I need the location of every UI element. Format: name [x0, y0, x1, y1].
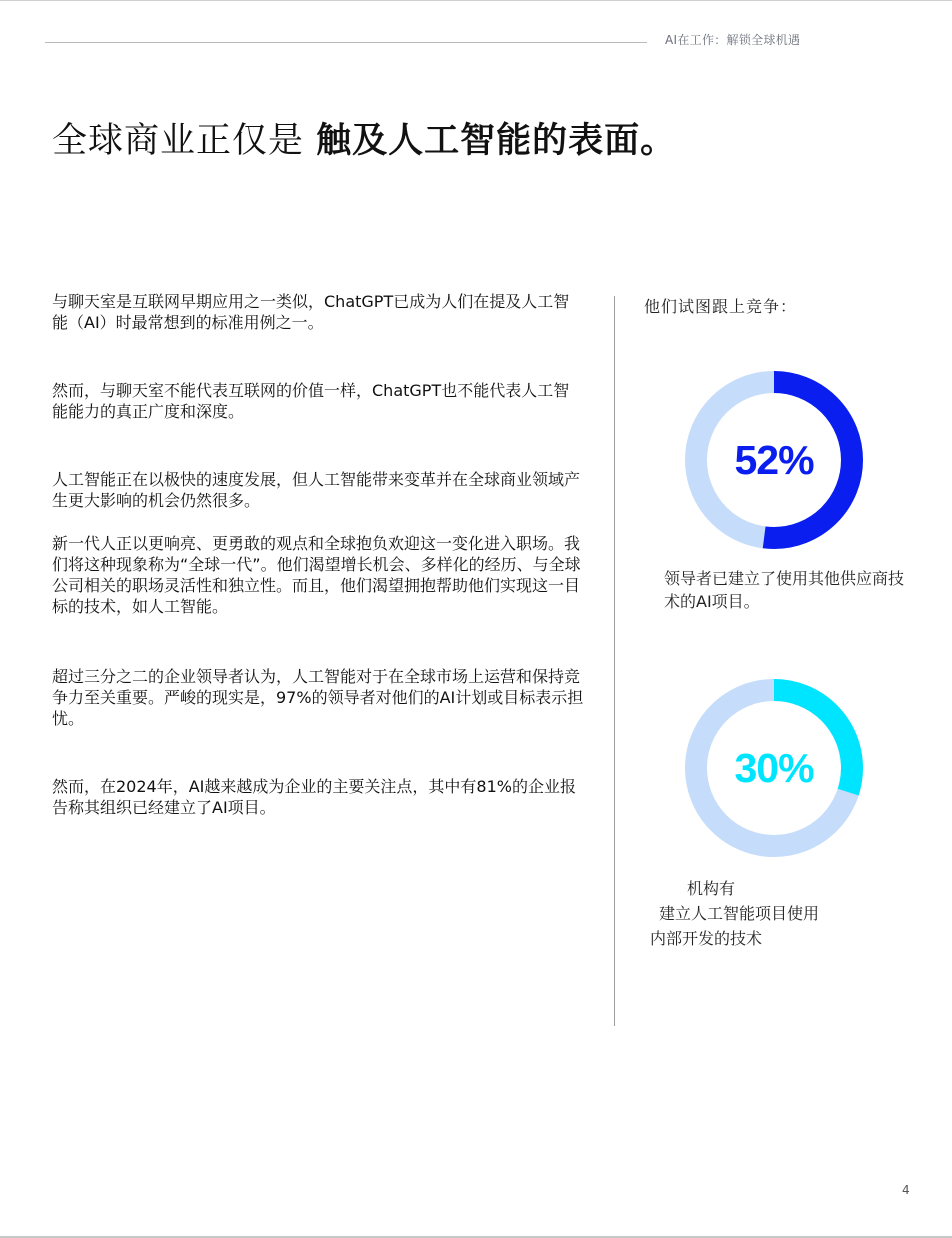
stat-caption: [650, 876, 890, 951]
paragraph-6: 然而，在2024年，AI越来越成为企业的主要关注点，其中有81%的企业报告称其组织已经建立了AI项目。: [52, 777, 576, 817]
paragraph-3: 人工智能正在以极快的速度发展，但人工智能带来变革并在全球商业领域产生更大影响的机会仍然很多。: [52, 470, 581, 510]
stat-value-label: 30%: [734, 744, 814, 791]
paragraph-2: 然而，与聊天室不能代表互联网的价值一样，ChatGPT也不能代表人工智能能力的真正广度和深度。: [52, 381, 570, 421]
donut-chart-30: [684, 678, 864, 858]
page-number: 4: [902, 1183, 910, 1197]
sidebar-heading: 他们试图跟上竞争：: [644, 297, 798, 316]
caption-line: 内部开发的技术: [650, 929, 763, 948]
donut-chart-52: [684, 370, 864, 550]
column-divider: [614, 296, 615, 1026]
running-header: AI在工作：解锁全球机遇: [665, 33, 801, 47]
stat-caption: 领导者已建立了使用其他供应商技术的AI项目。: [664, 569, 905, 611]
body-column: [52, 291, 584, 818]
paragraph-4: 新一代人正以更响亮、更勇敢的观点和全球抱负欢迎这一变化进入职场。我们将这种现象称为“全球一代”。他们渴望增长机会、多样化的经历、与全球公司相关的职场灵活性和独立性。而且，他们渴望拥抱帮助他们实现这一目标的技术，如人工智能。: [52, 534, 581, 616]
paragraph-5: 超过三分之二的企业领导者认为，人工智能对于在全球市场上运营和保持竞争力至关重要。严峻的现实是，97%的领导者对他们的AI计划或目标表示担忧。: [52, 667, 584, 728]
title-bold: 触及人工智能的表面。: [316, 121, 677, 161]
top-border: [0, 0, 952, 1]
paragraph-1: 与聊天室是互联网早期应用之一类似，ChatGPT已成为人们在提及人工智能（AI）时最常想到的标准用例之一。: [52, 292, 570, 332]
caption-line: 建立人工智能项目使用: [659, 904, 820, 923]
title-regular: 全球商业正仅是: [52, 121, 305, 161]
header-rule: [45, 42, 647, 43]
stat-value-label: 52%: [734, 436, 814, 483]
caption-line: 机构有: [687, 879, 736, 898]
page-title: [52, 113, 676, 163]
